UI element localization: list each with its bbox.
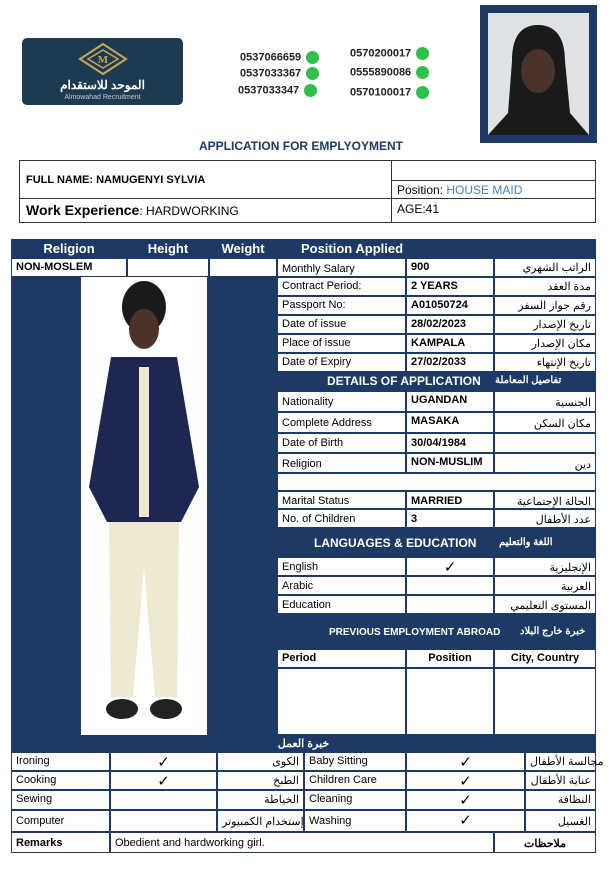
row-label	[277, 473, 596, 491]
languages-header-en: LANGUAGES & EDUCATION	[314, 536, 477, 550]
skill-label: Sewing	[11, 790, 110, 810]
row-label: Education	[277, 595, 406, 614]
skill-arabic: الخياطة	[217, 790, 304, 810]
svg-text:M: M	[97, 54, 109, 66]
phone-number: 0537033347	[238, 84, 300, 97]
skills-header: خبرة العمل	[11, 735, 596, 752]
row-arabic: تاريخ الإنتهاء	[494, 353, 596, 372]
row-value: 2 YEARS	[406, 277, 494, 296]
row-label: Marital Status	[277, 491, 406, 509]
logo-emblem-icon	[78, 42, 128, 76]
skill-label: Cleaning	[304, 790, 406, 810]
row-arabic: الراتب الشهري	[494, 258, 596, 277]
phone-4	[350, 47, 429, 60]
age: AGE:41	[397, 202, 440, 216]
company-logo	[22, 38, 183, 105]
row-label: English	[277, 557, 406, 576]
skill-label: Baby Sitting	[304, 752, 406, 771]
logo-english-text: Almowahad Recruitment	[64, 94, 141, 101]
remarks-value: Obedient and hardworking girl.	[110, 832, 494, 853]
row-value: 28/02/2023	[406, 315, 494, 334]
row-label: Contract Period:	[277, 277, 406, 296]
previous-employment-header	[277, 614, 596, 649]
check-icon: ✓	[406, 752, 525, 771]
col-city-country: City, Country	[494, 649, 596, 668]
check-icon: ✓	[406, 771, 525, 790]
row-value: 30/04/1984	[406, 433, 494, 453]
row-label: Date of Expiry	[277, 353, 406, 372]
row-arabic: الإنجليزية	[494, 557, 596, 576]
person-full-body-icon	[81, 277, 207, 735]
phone-number: 0537066659	[240, 51, 302, 64]
phone-3	[238, 84, 317, 97]
phone-2	[240, 67, 319, 80]
phone-6	[350, 86, 429, 99]
row-arabic: عدد الأطفال	[494, 509, 596, 528]
languages-header-ar: اللغة والتعليم	[499, 537, 553, 548]
whatsapp-icon	[306, 67, 319, 80]
row-value: MARRIED	[406, 491, 494, 509]
details-header-en: DETAILS OF APPLICATION	[327, 374, 481, 388]
row-arabic: العربية	[494, 576, 596, 595]
position-value: HOUSE MAID	[446, 183, 523, 197]
religion-value: NON-MOSLEM	[11, 258, 127, 277]
phone-number: 0555890086	[350, 66, 412, 79]
col-religion: Religion	[43, 241, 95, 256]
skill-label: Ironing	[11, 752, 110, 771]
row-value: 27/02/2033	[406, 353, 494, 372]
col-period: Period	[277, 649, 406, 668]
skill-arabic: الغسيل	[525, 810, 596, 832]
row-label: No. of Children	[277, 509, 406, 528]
row-label: Date of Birth	[277, 433, 406, 453]
row-label: Place of issue	[277, 334, 406, 353]
check-icon: ✓	[110, 771, 217, 790]
prev-period-cell	[277, 668, 406, 735]
row-value: 3	[406, 509, 494, 528]
previous-employment-header-en: PREVIOUS EMPLOYMENT ABROAD	[329, 627, 501, 638]
row-value: KAMPALA	[406, 334, 494, 353]
details-header-ar: تفاصيل المعاملة	[495, 375, 562, 386]
row-value: A01050724	[406, 296, 494, 315]
col-position-applied: Position Applied	[300, 241, 404, 256]
skill-label: Cooking	[11, 771, 110, 790]
details-header	[277, 372, 596, 391]
phone-5	[350, 66, 429, 79]
work-experience	[26, 202, 239, 220]
portrait-frame	[480, 5, 597, 143]
skill-arabic: النظافة	[525, 790, 596, 810]
remarks-label: Remarks	[11, 832, 110, 853]
prev-city-cell	[494, 668, 596, 735]
check-icon	[110, 810, 217, 832]
row-arabic: تاريخ الإصدار	[494, 315, 596, 334]
page-title: APPLICATION FOR EMPLYOYMENT	[198, 139, 403, 153]
full-name: FULL NAME: NAMUGENYI SYLVIA	[26, 174, 206, 186]
row-arabic: مكان الإصدار	[494, 334, 596, 353]
row-arabic: مدة العقد	[494, 277, 596, 296]
row-value	[406, 576, 494, 595]
weight-value	[209, 258, 277, 277]
row-arabic: مكان السكن	[494, 412, 596, 433]
phone-number: 0570200017	[350, 47, 412, 60]
previous-employment-header-ar: خبرة خارج البلاد	[520, 626, 586, 637]
divider	[19, 198, 391, 199]
position-label: Position:	[397, 183, 447, 197]
row-label: Arabic	[277, 576, 406, 595]
photo-panel	[11, 277, 277, 735]
skill-label: Washing	[304, 810, 406, 832]
row-arabic: الجنسية	[494, 391, 596, 412]
work-experience-label: Work Experience	[26, 202, 140, 218]
logo-arabic-text: الموحد للاستقدام	[60, 78, 145, 92]
row-label: Nationality	[277, 391, 406, 412]
full-body-photo	[81, 277, 207, 735]
skill-arabic: عناية الأطفال	[525, 771, 596, 790]
check-icon	[110, 790, 217, 810]
row-label: Complete Address	[277, 412, 406, 433]
check-icon: ✓	[406, 790, 525, 810]
divider	[391, 180, 596, 181]
whatsapp-icon	[416, 66, 429, 79]
row-arabic: الحالة الإجتماعية	[494, 491, 596, 509]
work-experience-value: : HARDWORKING	[139, 204, 239, 218]
check-icon: ✓	[406, 810, 525, 832]
row-value: 900	[406, 258, 494, 277]
remarks-arabic: ملاحظات	[494, 832, 596, 853]
row-value: NON-MUSLIM	[406, 453, 494, 473]
whatsapp-icon	[416, 47, 429, 60]
prev-position-cell	[406, 668, 494, 735]
row-value: MASAKA	[406, 412, 494, 433]
whatsapp-icon	[416, 86, 429, 99]
phone-number: 0537033367	[240, 67, 302, 80]
height-value	[127, 258, 209, 277]
skill-arabic: الكوى	[217, 752, 304, 771]
skill-label: Computer	[11, 810, 110, 832]
portrait-photo	[488, 13, 589, 135]
row-arabic: المستوى التعليمي	[494, 595, 596, 614]
languages-header	[277, 528, 596, 557]
col-position: Position	[406, 649, 494, 668]
row-arabic	[494, 433, 596, 453]
phone-number: 0570100017	[350, 86, 412, 99]
skill-label: Children Care	[304, 771, 406, 790]
whatsapp-icon	[306, 51, 319, 64]
skill-arabic: الطبخ	[217, 771, 304, 790]
col-height: Height	[147, 241, 189, 256]
row-arabic: دين	[494, 453, 596, 473]
skill-arabic: مجالسة الأطفال	[525, 752, 596, 771]
check-icon: ✓	[406, 557, 494, 576]
row-value: UGANDAN	[406, 391, 494, 412]
check-icon: ✓	[110, 752, 217, 771]
divider	[391, 198, 596, 199]
divider	[391, 160, 392, 223]
phone-1	[240, 51, 319, 64]
row-label: Passport No:	[277, 296, 406, 315]
col-weight: Weight	[221, 241, 265, 256]
row-arabic: رقم جواز السفر	[494, 296, 596, 315]
person-portrait-icon	[488, 13, 589, 135]
row-value	[406, 595, 494, 614]
row-label: Date of issue	[277, 315, 406, 334]
row-label: Religion	[277, 453, 406, 473]
row-label: Monthly Salary	[277, 258, 406, 277]
position-field	[397, 183, 522, 197]
whatsapp-icon	[304, 84, 317, 97]
skill-arabic: إستخدام الكمبيوتر	[217, 810, 304, 832]
